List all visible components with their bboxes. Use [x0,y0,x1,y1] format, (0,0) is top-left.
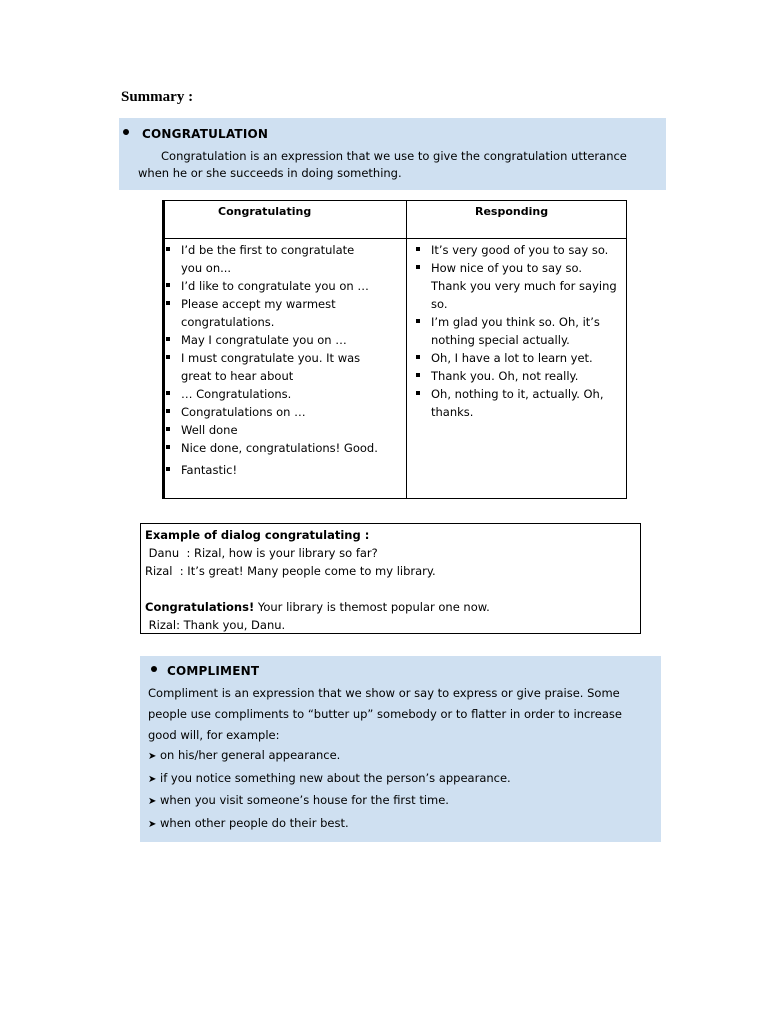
congratulation-description-line1: Congratulation is an expression that we use to give the congratulation utterance [161,149,627,163]
compliment-example-item [148,790,511,813]
responding-item [413,313,623,349]
congratulating-item [163,277,403,295]
responding-item-text: It’s very good of you to say so. [431,243,609,257]
congratulating-item [163,295,403,331]
dialog-example-box [140,523,641,634]
congratulating-item-text: congratulations. [181,315,275,329]
congratulating-item [163,349,403,385]
responding-item-text: Oh, nothing to it, actually. Oh, [431,387,604,401]
compliment-example-item [148,768,511,791]
responding-item-text: How nice of you to say so. [431,261,582,275]
responding-item-text: Oh, I have a lot to learn yet. [431,351,593,365]
responding-list [413,241,623,421]
summary-title: Summary : [121,89,194,105]
dialog-bold-text: Congratulations! [145,600,255,614]
compliment-description-line: Compliment is an expression that we show or say to express or give praise. Some [148,686,620,700]
responding-item [413,241,623,259]
arrow-bullet-icon: ➤ [148,818,157,830]
responding-item-text: thanks. [431,405,474,419]
congratulating-list [163,241,403,479]
congratulating-item-text: Nice done, congratulations! Good. [181,441,378,455]
bullet-dot-icon [123,129,129,135]
table-header-congratulating: Congratulating [218,205,312,218]
dialog-spacer [145,580,640,598]
congratulating-item-text: Congratulations on … [181,405,306,419]
congratulating-item-text: May I congratulate you on … [181,333,347,347]
compliment-description-line: good will, for example: [148,728,280,742]
compliment-example-text: when you visit someone’s house for the first time. [160,793,449,807]
responding-item [413,367,623,385]
congratulating-item-text: Fantastic! [181,463,238,477]
compliment-example-item [148,813,511,836]
congratulation-description-line2: when he or she succeeds in doing something. [138,166,402,180]
arrow-bullet-icon: ➤ [148,796,157,807]
arrow-bullet-icon: ➤ [148,751,157,762]
dialog-text: Your library is themost popular one now. [254,600,490,614]
responding-item [413,259,623,313]
congratulating-item-text: I’d be the first to congratulate [181,243,355,257]
responding-item-text: so. [431,297,448,311]
congratulating-item-text: … Congratulations. [181,387,292,401]
dialog-line: Rizal : It’s great! Many people come to my library. [145,564,436,578]
dialog-line: Danu : Rizal, how is your library so far? [145,546,378,560]
responding-item [413,385,623,421]
dialog-line [145,598,640,616]
congratulating-item [163,385,403,403]
congratulating-item [163,403,403,421]
compliment-description-line: people use compliments to “butter up” somebody or to flatter in order to increase [148,707,622,721]
compliment-example-text: on his/her general appearance. [160,748,341,762]
dialog-title: Example of dialog congratulating : [145,528,370,542]
bullet-dot-icon [151,666,157,672]
compliment-example-text: if you notice something new about the person’s appearance. [160,770,511,785]
dialog-line: Rizal: Thank you, Danu. [145,618,286,632]
compliment-examples [148,745,511,835]
table-divider [163,238,626,239]
congratulating-item-text: Please accept my warmest [181,297,336,311]
arrow-bullet-icon: ➤ [148,773,157,785]
congratulating-item-text: great to hear about [181,369,294,383]
congratulating-item-text: I’d like to congratulate you on … [181,279,369,293]
congratulating-item [163,421,403,439]
compliment-example-item [148,745,511,768]
congratulating-item [163,331,403,349]
responding-item-text: I’m glad you think so. Oh, it’s [431,315,600,329]
responding-item-text: Thank you. Oh, not really. [431,369,579,383]
compliment-heading: COMPLIMENT [167,664,260,678]
table-header-responding: Responding [475,205,549,218]
compliment-section [140,656,661,842]
congratulating-item-text: I must congratulate you. It was [181,351,361,365]
compliment-example-text: when other people do their best. [160,815,349,830]
congratulating-item-text: you on... [181,261,232,275]
congratulation-heading: CONGRATULATION [142,127,269,141]
table-divider [406,201,407,498]
compliment-description [148,683,622,746]
congratulating-item [163,461,403,479]
responding-item [413,349,623,367]
responding-item-text: nothing special actually. [431,333,570,347]
congratulating-item [163,439,403,457]
congratulating-item [163,241,403,277]
expressions-table [162,200,627,499]
congratulation-section [119,118,666,190]
congratulating-item-text: Well done [181,423,238,437]
responding-item-text: Thank you very much for saying [431,279,617,293]
